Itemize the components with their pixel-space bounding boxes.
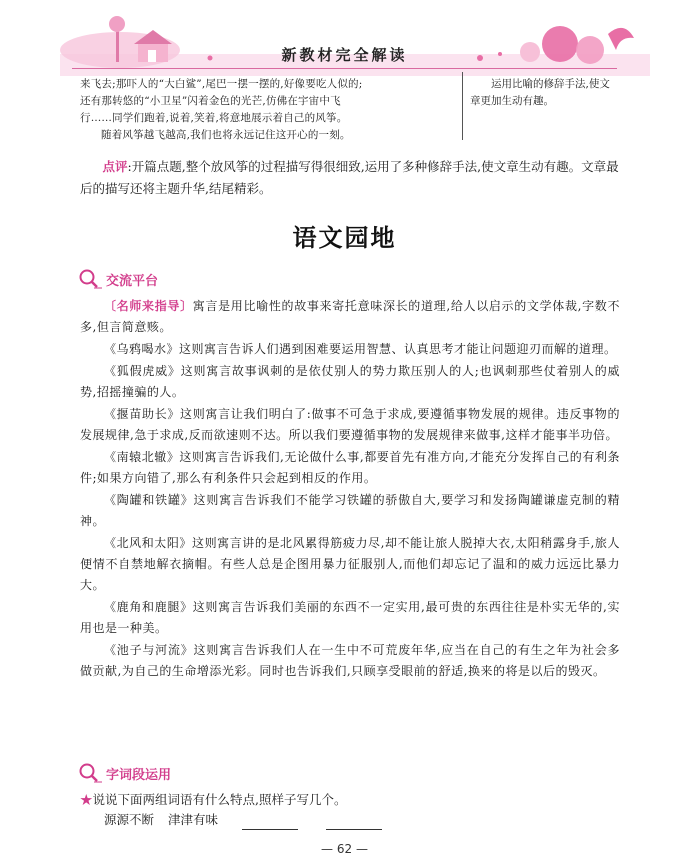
word-examples (104, 810, 396, 830)
fable-paragraph: 《狐假虎威》这则寓言故事讽刺的是依仗别人的势力欺压别人的人;也讽刺那些仗着别人的威势,招摇撞骗的人。 (80, 364, 620, 399)
margin-divider (462, 72, 463, 140)
section-title: 语文园地 (292, 223, 397, 252)
guide-text: 寓言是用比喻性的故事来寄托意味深长的道理,给人以启示的文学体裁,字数不多,但言简意赅。 (80, 299, 620, 334)
fable-paragraph: 《揠苗助长》这则寓言让我们明白了:做事不可急于求成,要遵循事物发展的规律。违反事物的发展规律,急于求成,反而欲速则不达。所以我们要遵循事物的发展规律来做事,这样才能事半功倍。 (80, 407, 620, 442)
excerpt-line: 还有那转悠的“小卫星”闪着金色的光芒,仿佛在宇宙中飞 (80, 95, 341, 107)
excerpt-line: 随着风筝越飞越高,我们也将永远记住这开心的一刻。 (101, 129, 351, 141)
fable-paragraph: 《南辕北辙》这则寓言告诉我们,无论做什么事,都要首先有准方向,才能充分发挥自己的有利条件;如果方向错了,那么有利条件只会起到相反的作用。 (80, 450, 620, 485)
word-example: 津津有味 (168, 812, 219, 827)
star-icon: ★ (80, 792, 93, 807)
task-instruction (80, 790, 620, 810)
comment-paragraph (80, 156, 620, 200)
magnifier-icon (78, 762, 102, 784)
fable-paragraph: 《北风和太阳》这则寓言讲的是北风累得筋疲力尽,却不能让旅人脱掉大衣,太阳稍露身手,旅人便情不自禁地解衣摘帽。有些人总是企图用暴力征服别人,而他们却忘记了温和的威力远远比暴力大。 (80, 536, 620, 592)
excerpt-line: 行……同学们跑着,说着,笑着,将意地展示着自己的风筝。 (80, 112, 348, 124)
words-heading-label: 字词段运用 (106, 767, 172, 783)
fable-paragraph: 《乌鸦喝水》这则寓言告诉人们遇到困难要运用智慧、认真思考才能让问题迎刃而解的道理。 (104, 342, 617, 356)
header-rule (72, 68, 617, 69)
fable-paragraph: 《陶罐和铁罐》这则寓言告诉我们不能学习铁罐的骄傲自大,要学习和发扬陶罐谦虚克制的精神。 (80, 493, 620, 528)
words-heading (78, 762, 171, 784)
comment-label: 点评 (102, 159, 128, 174)
exchange-body (80, 296, 620, 683)
exchange-heading (78, 268, 158, 290)
exchange-heading-label: 交流平台 (106, 273, 159, 289)
fable-paragraph: 《池子与河流》这则寓言告诉我们人在一生中不可荒废年华,应当在自己的有生之年为社会多做贡献,为自己的生命增添光彩。同时也告诉我们,只顾享受眼前的舒适,换来的将是以后的毁灭。 (80, 643, 620, 678)
excerpt-line: 来飞去;那吓人的“大白鲨”,尾巴一摆一摆的,好像要吃人似的; (80, 78, 363, 90)
answer-blank[interactable] (326, 815, 382, 830)
comment-text: :开篇点题,整个放风筝的过程描写得很细致,运用了多种修辞手法,使文章生动有趣。文章最后的描写还将主题升华,结尾精彩。 (80, 159, 619, 196)
header-title: 新教材完全解读 (281, 46, 408, 64)
page-number: — 62 — (321, 842, 368, 856)
fable-paragraph: 《鹿角和鹿腿》这则寓言告诉我们美丽的东西不一定实用,最可贵的东西往往是朴实无华的,实用也是一种美。 (80, 600, 620, 635)
guide-label: 〔名师来指导〕 (104, 299, 193, 313)
side-note: 运用比喻的修辞手法,使文章更加生动有趣。 (470, 78, 610, 107)
task-text: 说说下面两组词语有什么特点,照样子写几个。 (92, 792, 347, 807)
top-excerpt (80, 76, 454, 144)
answer-blank[interactable] (242, 815, 298, 830)
word-example: 源源不断 (104, 812, 155, 827)
magnifier-icon (78, 268, 102, 290)
guide-paragraph (80, 296, 620, 338)
